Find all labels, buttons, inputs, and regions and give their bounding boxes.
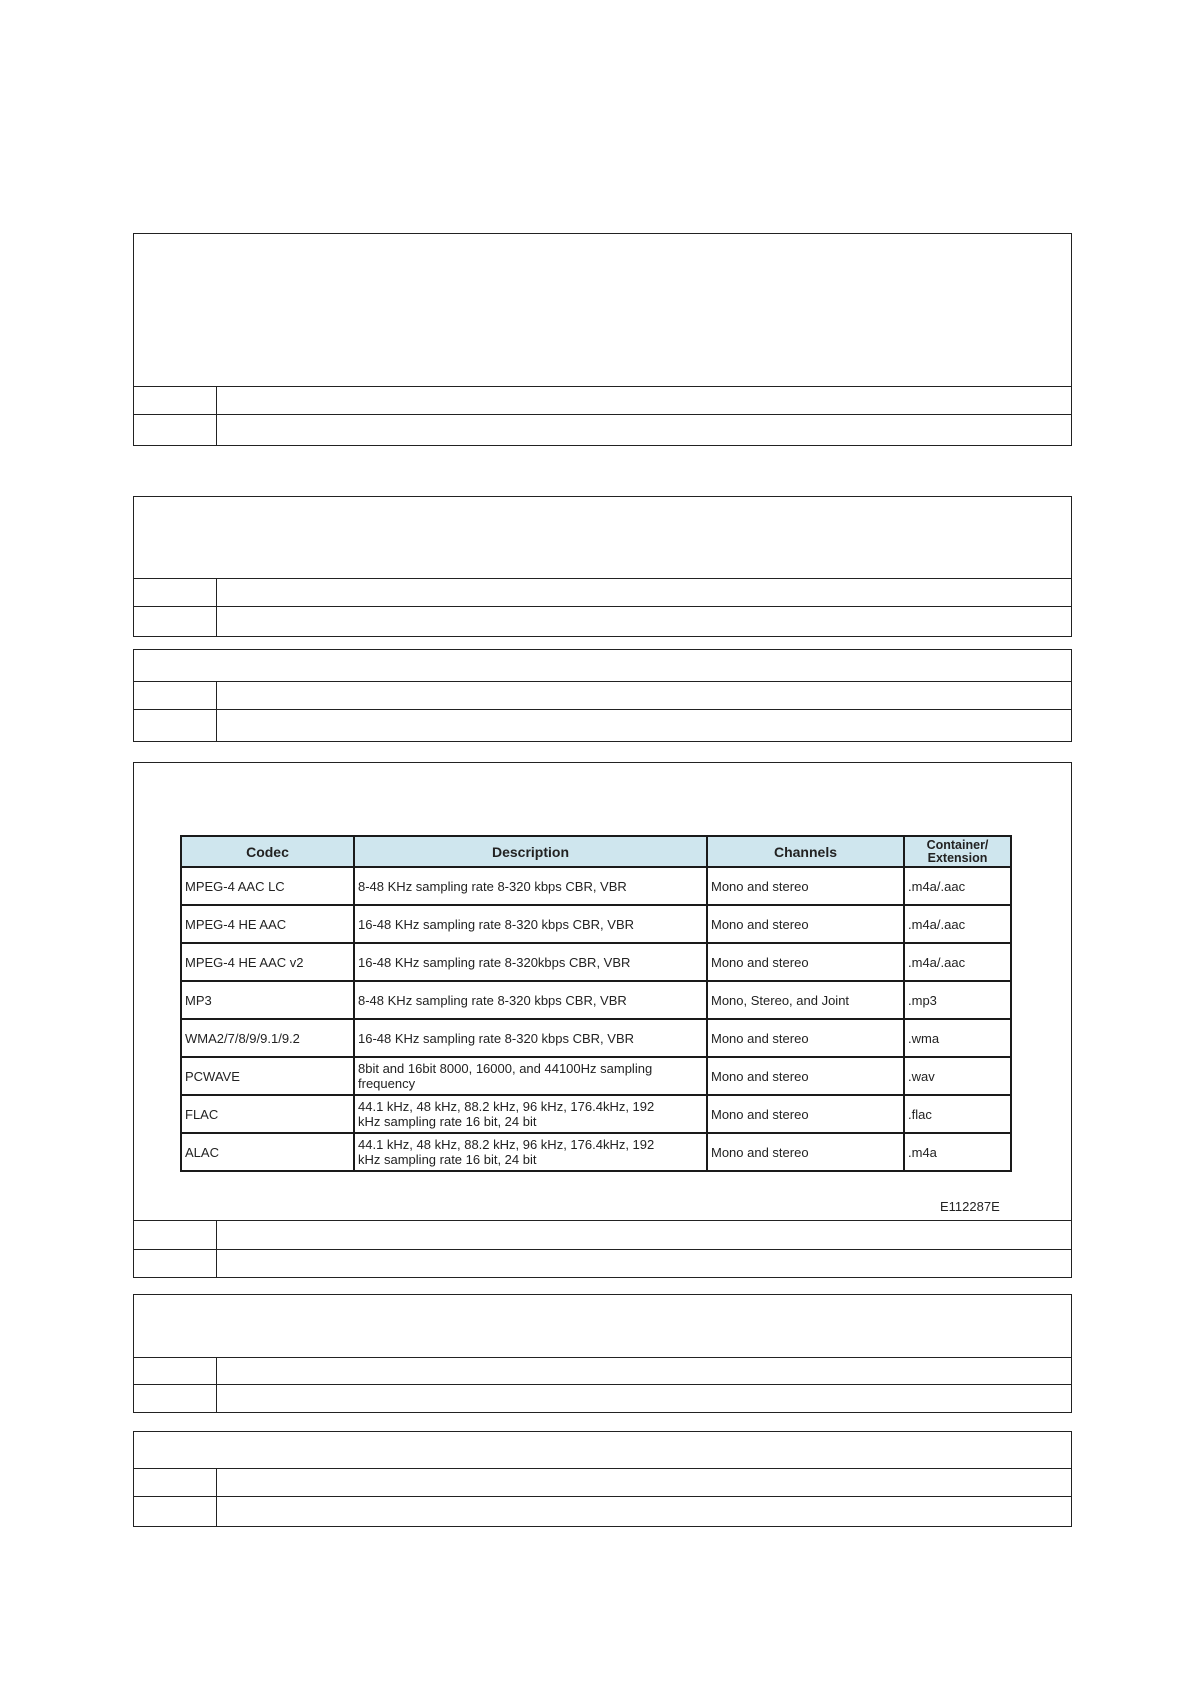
codec-cell: PCWAVE — [181, 1057, 354, 1095]
channels-cell: Mono and stereo — [707, 1095, 904, 1133]
codec-table — [180, 835, 1012, 1172]
description-cell: 16-48 KHz sampling rate 8-320 kbps CBR, VBR — [354, 1019, 707, 1057]
container-cell: .flac — [904, 1095, 1011, 1133]
form-box-1 — [133, 233, 1072, 446]
table-row — [181, 943, 1011, 981]
description-cell: 16-48 KHz sampling rate 8-320 kbps CBR, VBR — [354, 905, 707, 943]
channels-cell: Mono and stereo — [707, 1133, 904, 1171]
column-divider — [216, 681, 217, 742]
form-box-3 — [133, 649, 1072, 742]
codec-cell: FLAC — [181, 1095, 354, 1133]
description-cell: 8-48 KHz sampling rate 8-320 kbps CBR, VBR — [354, 867, 707, 905]
description-cell: 44.1 kHz, 48 kHz, 88.2 kHz, 96 kHz, 176.4kHz, 192 kHz sampling rate 16 bit, 24 bit — [354, 1133, 707, 1171]
description-header: Description — [354, 836, 707, 867]
container-header-line2: Extension — [927, 850, 988, 865]
row-divider — [134, 578, 1071, 579]
row-divider — [134, 414, 1071, 415]
codec-cell: ALAC — [181, 1133, 354, 1171]
container-cell: .wav — [904, 1057, 1011, 1095]
table-row — [181, 1057, 1011, 1095]
form-box-2 — [133, 496, 1072, 637]
table-row — [181, 867, 1011, 905]
channels-cell: Mono and stereo — [707, 905, 904, 943]
channels-header: Channels — [707, 836, 904, 867]
description-cell: 8bit and 16bit 8000, 16000, and 44100Hz sampling frequency — [354, 1057, 707, 1095]
container-cell: .wma — [904, 1019, 1011, 1057]
container-cell: .mp3 — [904, 981, 1011, 1019]
column-divider — [216, 1357, 217, 1413]
row-divider — [134, 1468, 1071, 1469]
column-divider — [216, 578, 217, 637]
row-divider — [134, 1220, 1071, 1221]
row-divider — [134, 1384, 1071, 1385]
form-box-6 — [133, 1431, 1072, 1527]
table-row — [181, 1019, 1011, 1057]
description-cell: 8-48 KHz sampling rate 8-320 kbps CBR, VBR — [354, 981, 707, 1019]
codec-cell: MPEG-4 HE AAC v2 — [181, 943, 354, 981]
codec-header: Codec — [181, 836, 354, 867]
row-divider — [134, 606, 1071, 607]
channels-cell: Mono and stereo — [707, 943, 904, 981]
container-cell: .m4a/.aac — [904, 905, 1011, 943]
codec-cell: MPEG-4 AAC LC — [181, 867, 354, 905]
container-header — [904, 836, 1011, 867]
codec-cell: MPEG-4 HE AAC — [181, 905, 354, 943]
container-cell: .m4a/.aac — [904, 867, 1011, 905]
form-box-5 — [133, 1294, 1072, 1413]
codec-cell: WMA2/7/8/9/9.1/9.2 — [181, 1019, 354, 1057]
column-divider — [216, 1468, 217, 1527]
channels-cell: Mono and stereo — [707, 1019, 904, 1057]
container-header-line1: Container/ — [926, 837, 989, 852]
row-divider — [134, 681, 1071, 682]
row-divider — [134, 1496, 1071, 1497]
column-divider — [216, 386, 217, 446]
row-divider — [134, 1357, 1071, 1358]
container-cell: .m4a — [904, 1133, 1011, 1171]
table-row — [181, 1133, 1011, 1171]
row-divider — [134, 1249, 1071, 1250]
row-divider — [134, 386, 1071, 387]
figure-reference: E112287E — [940, 1199, 1000, 1214]
table-header-row — [181, 836, 1011, 867]
channels-cell: Mono, Stereo, and Joint — [707, 981, 904, 1019]
description-cell: 44.1 kHz, 48 kHz, 88.2 kHz, 96 kHz, 176.4kHz, 192 kHz sampling rate 16 bit, 24 bit — [354, 1095, 707, 1133]
channels-cell: Mono and stereo — [707, 1057, 904, 1095]
channels-cell: Mono and stereo — [707, 867, 904, 905]
table-row — [181, 1095, 1011, 1133]
description-cell: 16-48 KHz sampling rate 8-320kbps CBR, VBR — [354, 943, 707, 981]
row-divider — [134, 709, 1071, 710]
container-cell: .m4a/.aac — [904, 943, 1011, 981]
table-row — [181, 905, 1011, 943]
table-row — [181, 981, 1011, 1019]
column-divider — [216, 1220, 217, 1278]
codec-cell: MP3 — [181, 981, 354, 1019]
